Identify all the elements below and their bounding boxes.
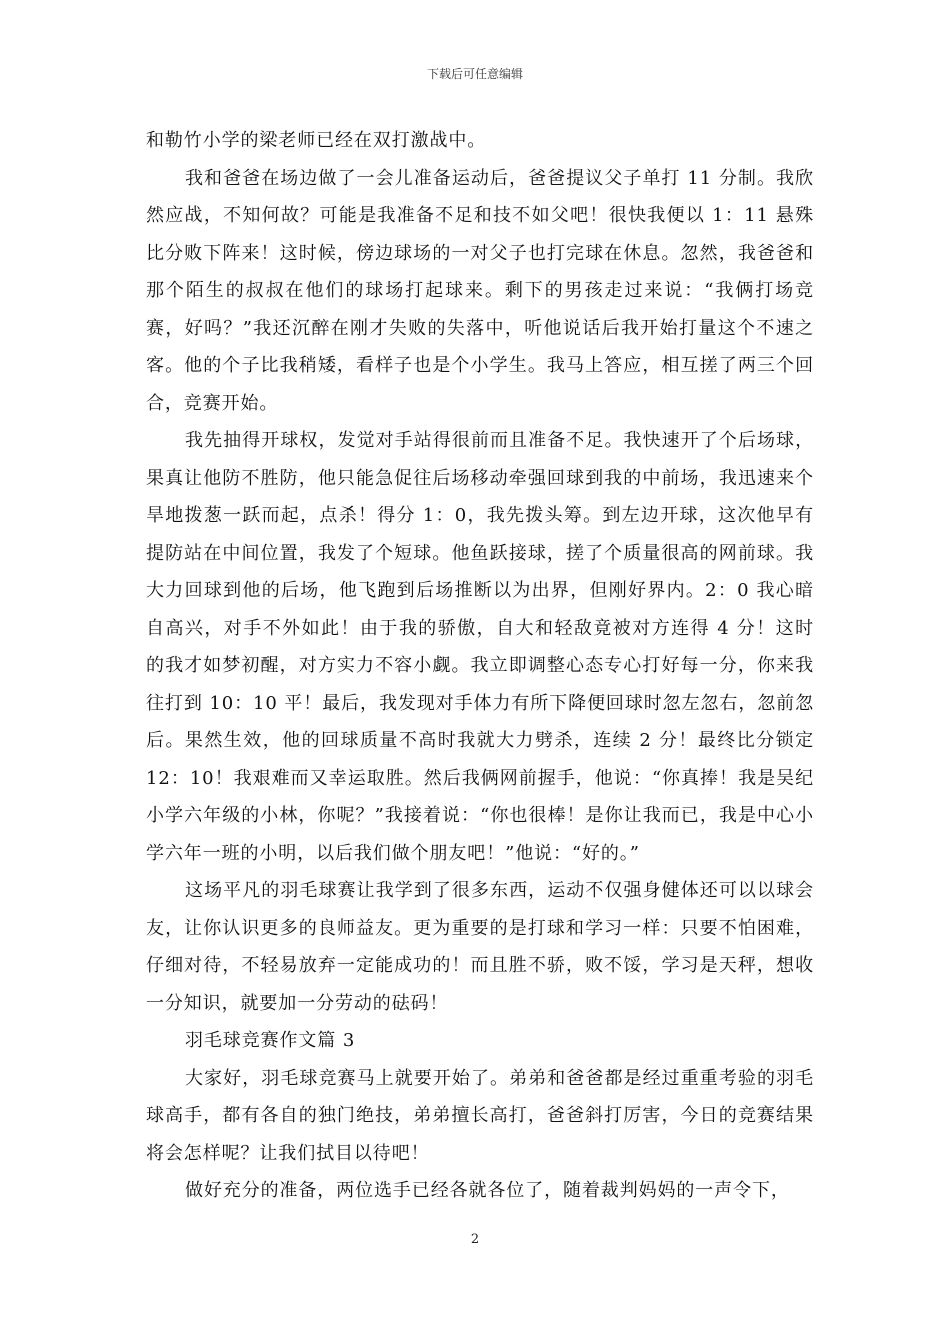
section-title: 羽毛球竞赛作文篇 3	[185, 1030, 356, 1051]
paragraph-reflection: 这场平凡的羽毛球赛让我学到了很多东西，运动不仅强身健体还可以以球会友，让你认识更多的良师益友。更为重要的是打球和学习一样：只要不怕困难，仔细对待，不轻易放弃一定能成功的！而且胜不骄，败不馁，学习是天秤，想收一分知识，就要加一分劳动的砝码！	[146, 880, 814, 1014]
paragraph-father-son-match: 我和爸爸在场边做了一会儿准备运动后，爸爸提议父子单打 11 分制。我欣然应战，不知何故？可能是我准备不足和技不如父吧！很快我便以 1：11 悬殊比分败下阵来！这时候，傍边球场的一对父子也打完球在休息。忽然，我爸爸和那个陌生的叔叔在他们的球场打起球来。剩下的男孩走过来说：“我俩打场竞赛，好吗？”我还沉醉在刚才失败的失落中，听他说话后我开始打量这个不速之客。他的个子比我稍矮，看样子也是个小学生。我马上答应，相互搓了两三个回合，竞赛开始。	[146, 167, 814, 414]
paragraph-essay3-intro: 大家好，羽毛球竞赛马上就要开始了。弟弟和爸爸都是经过重重考验的羽毛球高手，都有各自的独门绝技，弟弟擅长高打，爸爸斜打厉害，今日的竞赛结果将会怎样呢？让我们拭目以待吧！	[146, 1067, 814, 1164]
page-number: 2	[470, 1232, 480, 1247]
paragraph-essay3-start: 做好充分的准备，两位选手已经各就各位了，随着裁判妈妈的一声令下，	[185, 1180, 790, 1201]
paragraph-continuation: 和勒竹小学的梁老师已经在双打激战中。	[146, 130, 487, 151]
paragraph-match-play: 我先抽得开球权，发觉对手站得很前而且准备不足。我快速开了个后场球，果真让他防不胜防，他只能急促往后场移动牵强回球到我的中前场，我迅速来个旱地拨葱一跃而起，点杀！得分 1：0，我先拨头筹。到左边开球，这次他早有提防站在中间位置，我发了个短球。他鱼跃接球，搓了个质量很高的网前球。我大力回球到他的后场，他飞跑到后场推断以为出界，但刚好界内。2：0 我心暗自高兴，对手不外如此！由于我的骄傲，自大和轻敌竟被对方连得 4 分！这时的我才如梦初醒，对方实力不容小觑。我立即调整心态专心打好每一分，你来我往打到 10：10 平！最后，我发现对手体力有所下降便回球时忽左忽右，忽前忽后。果然生效，他的回球质量不高时我就大力劈杀，连续 2 分！最终比分锁定 12：10！我艰难而又幸运取胜。然后我俩网前握手，他说：“你真捧！我是吴纪小学六年级的小林，你呢？”我接着说：“你也很棒！是你让我而已，我是中心小学六年一班的小明，以后我们做个朋友吧！”他说：“好的。”	[146, 430, 814, 864]
page-header-note: 下载后可任意编辑	[426, 67, 523, 81]
document-body	[146, 122, 814, 1210]
